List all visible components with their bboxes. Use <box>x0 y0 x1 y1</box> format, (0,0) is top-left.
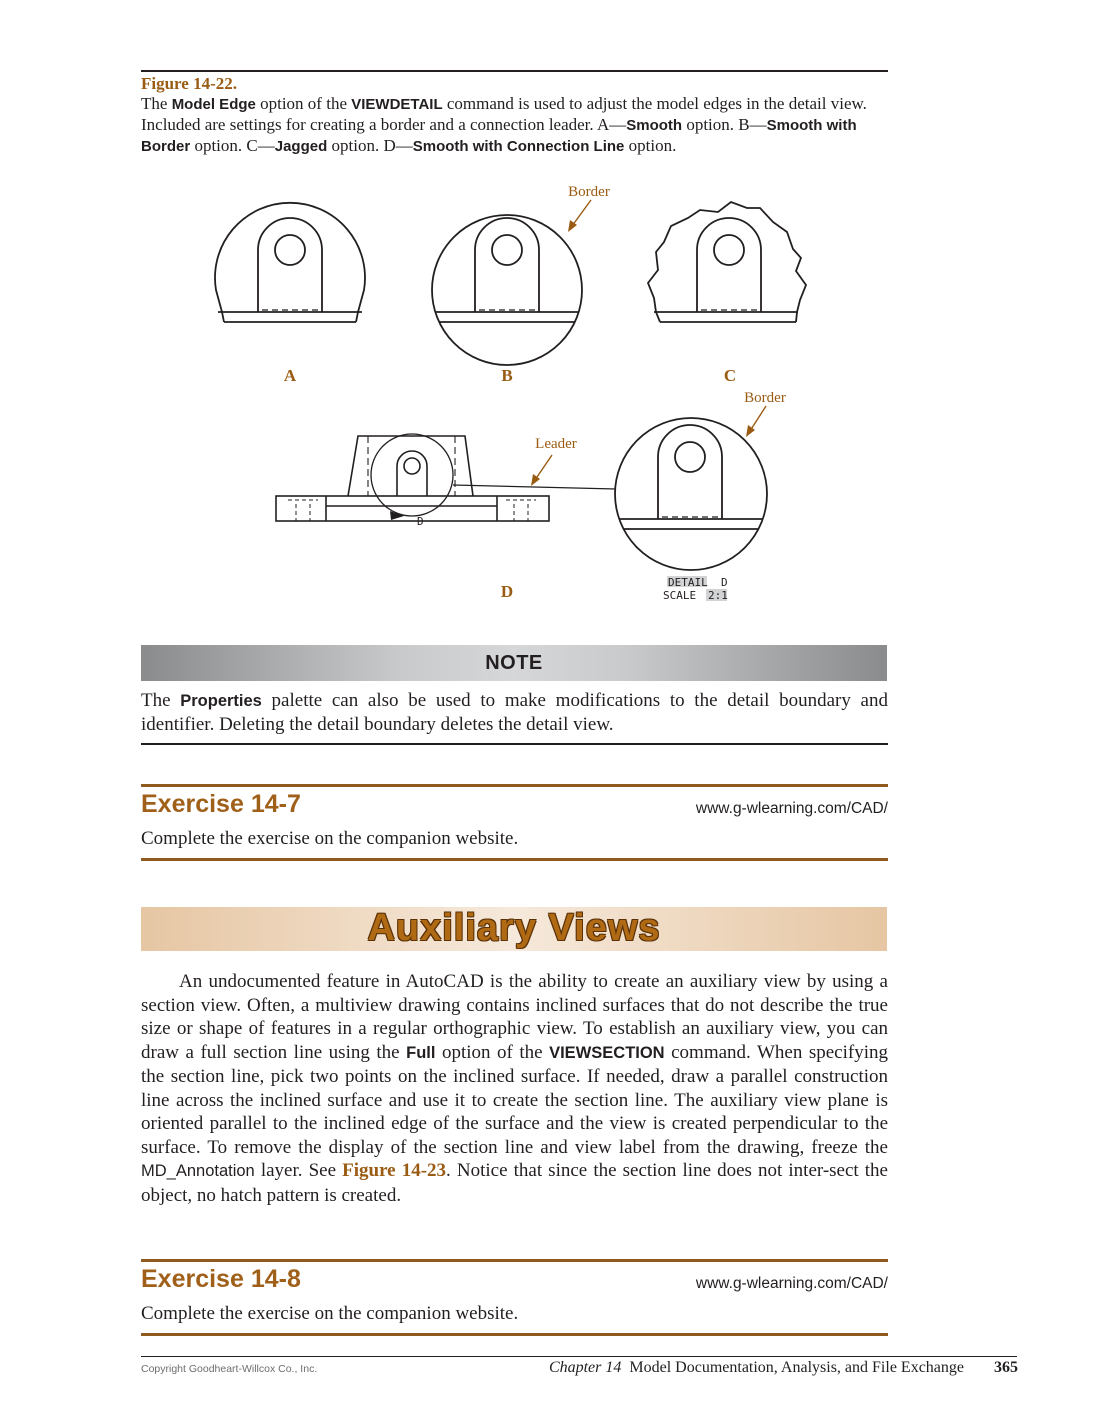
layer-name: MD_Annotation <box>141 1162 255 1180</box>
section-title: Auxiliary Views <box>367 907 661 949</box>
figure-reference-link[interactable]: Figure 14-23 <box>342 1160 447 1181</box>
section-banner <box>141 907 887 951</box>
detail-view-figure <box>141 180 888 610</box>
note-text: palette can also be used to make modifications to the detail boundary and identifier. Deleting the detail boundary deletes the detail view. <box>141 690 888 735</box>
figure-title: Figure 14-22. <box>141 74 238 93</box>
body-text: option of the <box>435 1041 550 1063</box>
footer-chapter <box>549 1359 964 1377</box>
note-body <box>141 689 888 737</box>
caption-text: option. C— <box>190 136 275 155</box>
note-text: The <box>141 690 181 711</box>
scale-value: 2:1 <box>708 589 728 602</box>
body-bold: Full <box>406 1043 436 1062</box>
caption-text: command is used to adjust the model edges in the detail view. Included are settings for creating a border and a connection leader. A— <box>141 94 867 134</box>
caption-bold: Model Edge <box>171 96 256 113</box>
caption-bold: Jagged <box>274 138 328 155</box>
exercise-8-text: Complete the exercise on the companion website. <box>141 1303 519 1324</box>
top-rule <box>141 70 888 72</box>
caption-bold: Smooth with Border <box>141 117 857 155</box>
caption-bold: Smooth <box>626 117 683 134</box>
exercise-8-top-rule <box>141 1259 888 1262</box>
body-text: command. When specifying the section line, pick two points on the inclined surface. If needed, draw a parallel construction line across the inclined surface and use it to create the section line. The auxiliary view plane is oriented parallel to the inclined edge of the surface and the view is created perpendicular to the surface. To remove the display of the section line and view label from the drawing, freeze the <box>141 1041 888 1158</box>
exercise-7-top-rule <box>141 784 888 787</box>
footer-chapter-title: Model Documentation, Analysis, and File Exchange <box>629 1359 964 1376</box>
note-bottom-rule <box>141 743 888 745</box>
body-text: . Notice that since the section line does not inter-sect the object, no hatch pattern is created. <box>141 1160 888 1206</box>
note-header <box>141 645 887 681</box>
option-a-smooth-view <box>215 203 365 322</box>
exercise-8-title: Exercise 14-8 <box>141 1265 301 1293</box>
detail-label: DETAIL D <box>668 576 728 589</box>
caption-bold: Smooth with Connection Line <box>412 138 625 155</box>
option-b-border-view <box>420 215 600 365</box>
note-bold: Properties <box>180 692 262 710</box>
footer-copyright: Copyright Goodheart-Willcox Co., Inc. <box>141 1363 318 1375</box>
label-a: A <box>283 366 297 385</box>
footer-chapter-label: Chapter 14 <box>548 1359 622 1376</box>
exercise-8-url[interactable]: www.g-wlearning.com/CAD/ <box>695 1275 888 1292</box>
border-label-top: Border <box>568 184 610 200</box>
option-c-jagged-view <box>648 202 806 322</box>
label-d: D <box>500 582 514 601</box>
detail-marker: D <box>417 515 424 528</box>
caption-text: option of the <box>255 94 352 113</box>
caption-text: option. D— <box>327 136 413 155</box>
note-title: NOTE <box>485 652 543 674</box>
label-c: C <box>723 366 737 385</box>
border-label-right: Border <box>744 390 786 406</box>
leader-callout <box>531 455 552 486</box>
caption-bold: VIEWDETAIL <box>351 96 443 113</box>
leader-label: Leader <box>535 436 577 452</box>
exercise-7-bottom-rule <box>141 858 888 861</box>
border-callout-top <box>568 200 591 232</box>
exercise-8-bottom-rule <box>141 1333 888 1336</box>
exercise-7-title: Exercise 14-7 <box>141 790 301 818</box>
label-b: B <box>501 366 513 385</box>
body-text: An undocumented feature in AutoCAD is the ability to create an auxiliary view by using a section view. Often, a multiview drawing contains inclined surfaces that do not describe the true size or shape of features in a regular orthographic view. To establish an auxiliary view, you can draw a full section line using the <box>141 971 888 1063</box>
exercise-7-url[interactable]: www.g-wlearning.com/CAD/ <box>695 800 888 817</box>
scale-label: SCALE <box>663 589 697 602</box>
detail-arrow-icon <box>390 511 404 520</box>
caption-text: The <box>141 94 172 113</box>
option-d-detail-view <box>600 418 780 570</box>
figure-caption <box>141 74 888 157</box>
border-callout-right <box>746 406 766 437</box>
caption-text: option. B— <box>682 115 767 134</box>
exercise-7-text: Complete the exercise on the companion website. <box>141 828 519 849</box>
body-bold: VIEWSECTION <box>549 1043 665 1062</box>
section-body <box>141 970 888 1207</box>
page-number: 365 <box>994 1359 1018 1376</box>
caption-text: option. <box>624 136 677 155</box>
footer-rule <box>141 1356 1017 1357</box>
body-text: layer. See <box>254 1160 343 1181</box>
